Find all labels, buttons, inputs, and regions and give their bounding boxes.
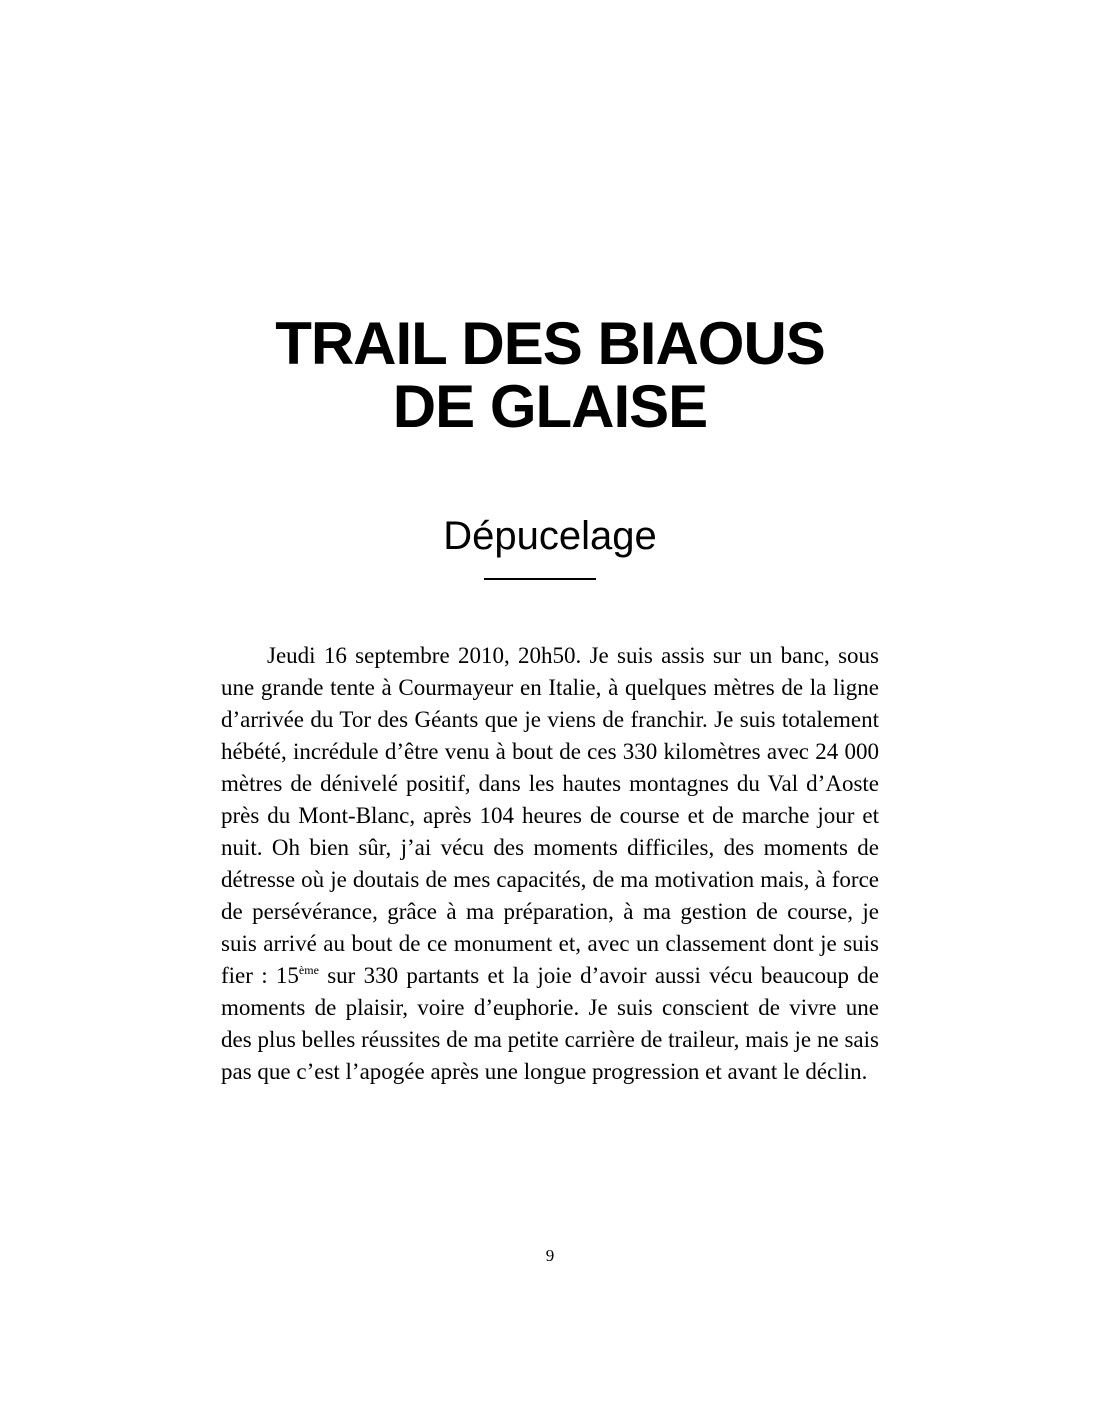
body-paragraph [221,640,879,1088]
body-text-part-2: sur 330 partants et la joie d’avoir aussi vécu beaucoup de moments de plaisir, voire d’euphorie. Je suis conscient de vivre une des plus belles réussites de ma petite carrière de traileur, mais je ne sais pas que c’est l’apogée après une longue progression et avant le déclin. [221,963,879,1084]
chapter-title-line-2: DE GLAISE [392,373,708,440]
page-number: 9 [545,1246,555,1265]
title-divider [484,578,596,580]
chapter-title-line-1: TRAIL DES BIAOUS [275,310,825,377]
chapter-title [0,312,1100,438]
body-text-part-1: Jeudi 16 septembre 2010, 20h50. Je suis assis sur un banc, sous une grande tente à Courmayeur en Italie, à quelques mètres de la ligne d’arrivée du Tor des Géants que je viens de franchir. Je suis totalement hébété, incrédule d’être venu à bout de ces 330 kilomètres avec 24 000 mètres de dénivelé positif, dans les hautes montagnes du Val d’Aoste près du Mont-Blanc, après 104 heures de course et de marche jour et nuit. Oh bien sûr, j’ai vécu des moments difficiles, des moments de détresse où je doutais de mes capacités, de ma motivation mais, à force de persévérance, grâce à ma préparation, à ma gestion de course, je suis arrivé au bout de ce monument et, avec un classement dont je suis fier : 15 [221,643,879,988]
chapter-subtitle: Dépucelage [443,514,657,558]
ordinal-superscript: ème [298,963,319,977]
